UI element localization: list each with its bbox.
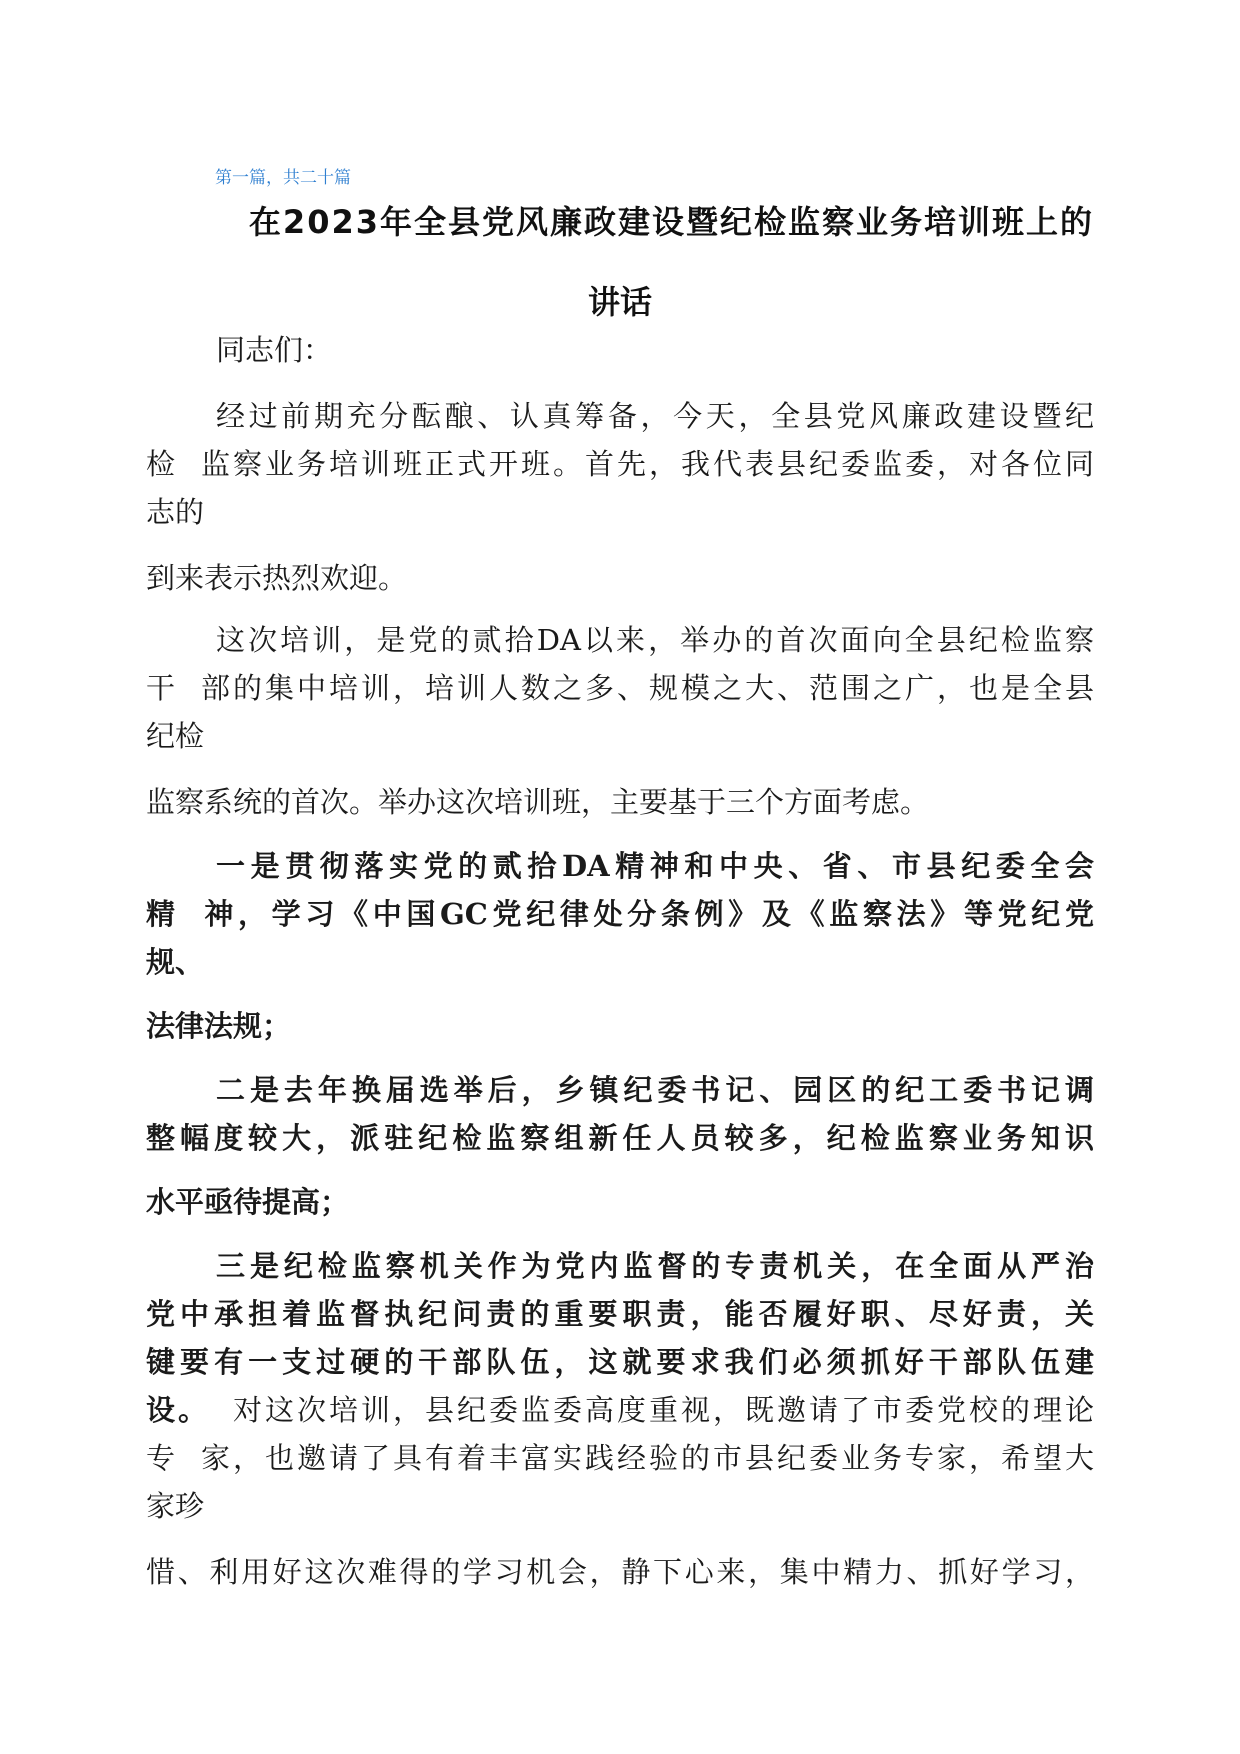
paragraph-1-line-4: 到来表示热烈欢迎。 (146, 561, 408, 595)
document-title-line2: 讲话 (587, 283, 652, 321)
paragraph-4-line-1: 二是去年换届选举后，乡镇纪委书记、园区的纪工委书记调 (216, 1073, 1094, 1107)
page-counter: 第一篇，共二十篇 (215, 168, 351, 188)
paragraph-5-line-5-rest: 家，也邀请了具有着丰富实践经验的市县纪委业务专家，希望大 (198, 1441, 1094, 1475)
paragraph-2-line-2-rest: 部的集中培训，培训人数之多、规模之大、范围之广，也是全县 (198, 671, 1094, 705)
paragraph-2-line-2-start: 干 (146, 671, 178, 705)
paragraph-5-line-5 (146, 1440, 1094, 1476)
paragraph-1-line-2 (146, 446, 1094, 482)
paragraph-2-line-2 (146, 670, 1094, 706)
paragraph-5-line-5-start: 专 (146, 1441, 178, 1475)
paragraph-5-line-4-start: 设。 (146, 1393, 210, 1427)
paragraph-3-line-1: 一是贯彻落实党的贰拾DA精神和中央、省、市县纪委全会 (216, 849, 1094, 883)
paragraph-5-line-3: 键要有一支过硬的干部队伍，这就要求我们必须抓好干部队伍建 (146, 1345, 1094, 1379)
paragraph-5-line-6: 家珍 (146, 1489, 205, 1523)
paragraph-2-line-4: 监察系统的首次。举办这次培训班，主要基于三个方面考虑。 (146, 785, 930, 819)
paragraph-5-line-2: 党中承担着监督执纪问责的重要职责，能否履好职、尽好责，关 (146, 1297, 1094, 1331)
paragraph-3-line-2-start: 精 (146, 897, 180, 931)
paragraph-1-line-1: 经过前期充分酝酿、认真筹备，今天，全县党风廉政建设暨纪 (216, 399, 1094, 433)
paragraph-3-line-2-rest: 神，学习《中国GC党纪律处分条例》及《监察法》等党纪党 (199, 897, 1094, 931)
paragraph-1-line-2-rest: 监察业务培训班正式开班。首先，我代表县纪委监委，对各位同 (198, 447, 1094, 481)
paragraph-1-line-2-start: 检 (146, 447, 178, 481)
paragraph-3-line-4: 法律法规； (146, 1009, 292, 1043)
greeting: 同志们： (216, 333, 333, 367)
paragraph-2-line-1: 这次培训，是党的贰拾DA以来，举办的首次面向全县纪检监察 (216, 623, 1094, 657)
paragraph-3-line-2 (146, 896, 1094, 932)
document-title-line1: 在2023年全县党风廉政建设暨纪检监察业务培训班上的 (248, 203, 1094, 241)
paragraph-4-line-3: 水平亟待提高； (146, 1185, 350, 1219)
paragraph-1-line-3: 志的 (146, 495, 205, 529)
paragraph-5-line-1: 三是纪检监察机关作为党内监督的专责机关，在全面从严治 (216, 1249, 1094, 1283)
paragraph-2-line-3: 纪检 (146, 719, 205, 753)
paragraph-4-line-2: 整幅度较大，派驻纪检监察组新任人员较多，纪检监察业务知识 (146, 1121, 1094, 1155)
paragraph-3-line-3: 规、 (146, 945, 205, 979)
paragraph-5-line-4-rest: 对这次培训，县纪委监委高度重视，既邀请了市委党校的理论 (230, 1393, 1094, 1427)
paragraph-5-line-7: 惜、利用好这次难得的学习机会，静下心来，集中精力、抓好学习， (146, 1555, 1094, 1589)
paragraph-5-line-4 (146, 1392, 1094, 1428)
